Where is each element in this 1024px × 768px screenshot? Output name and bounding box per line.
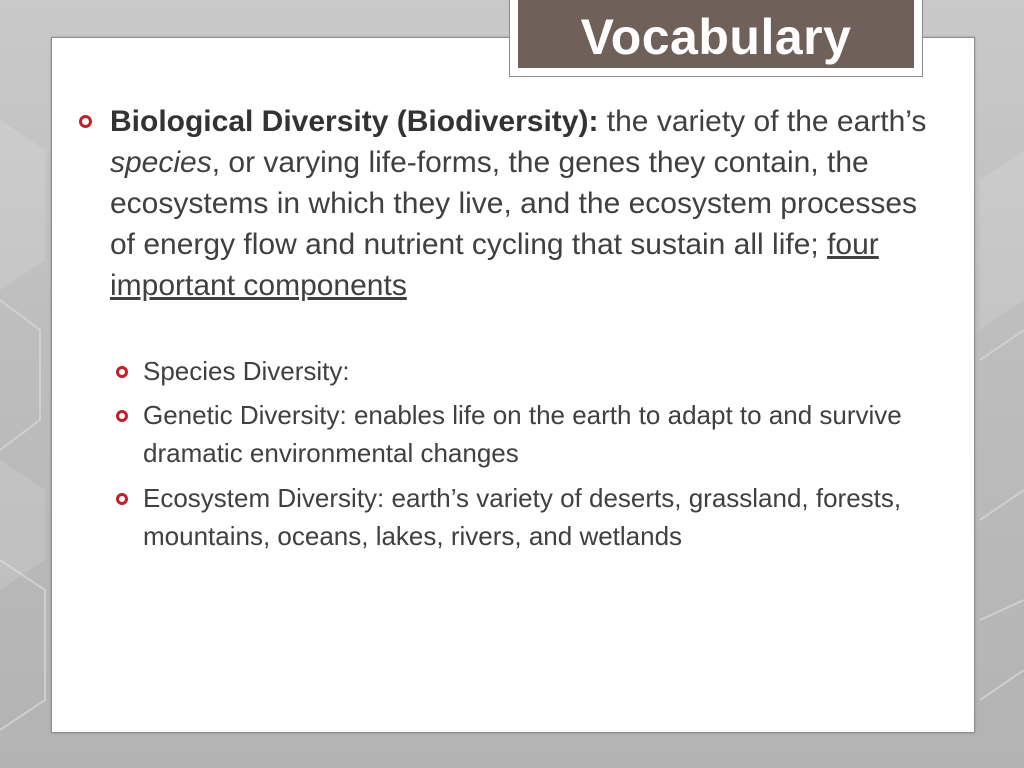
sub-bullet-icon [116,410,128,422]
slide-title: Vocabulary [580,9,852,65]
sub-bullet-icon [116,366,128,378]
sub-bullet-ecosystem: Ecosystem Diversity: earth’s variety of deserts, grassland, forests, mountains, oceans, lakes, rivers, and wetlands [143,483,902,551]
main-bullet-text [110,101,950,306]
bullet-icon [79,115,92,128]
definition-italic: species [110,146,212,179]
title-banner [518,0,914,68]
definition-text-2: , or varying life-forms, the genes they contain, the ecosystems in which they live, and the ecosystem processes of energy flow and nutrient cycling that sustain all life; [110,146,918,261]
sub-bullet-genetic: Genetic Diversity: enables life on the earth to adapt to and survive dramatic environmental changes [143,400,902,468]
term-label: Biological Diversity (Biodiversity): [110,105,599,138]
definition-text-1: the variety of the earth’s [598,105,927,138]
title-box [509,0,923,77]
sub-bullet-icon [116,493,128,505]
definition-underlined: four important components [110,228,879,302]
sub-bullet-species: Species Diversity: [143,356,350,386]
